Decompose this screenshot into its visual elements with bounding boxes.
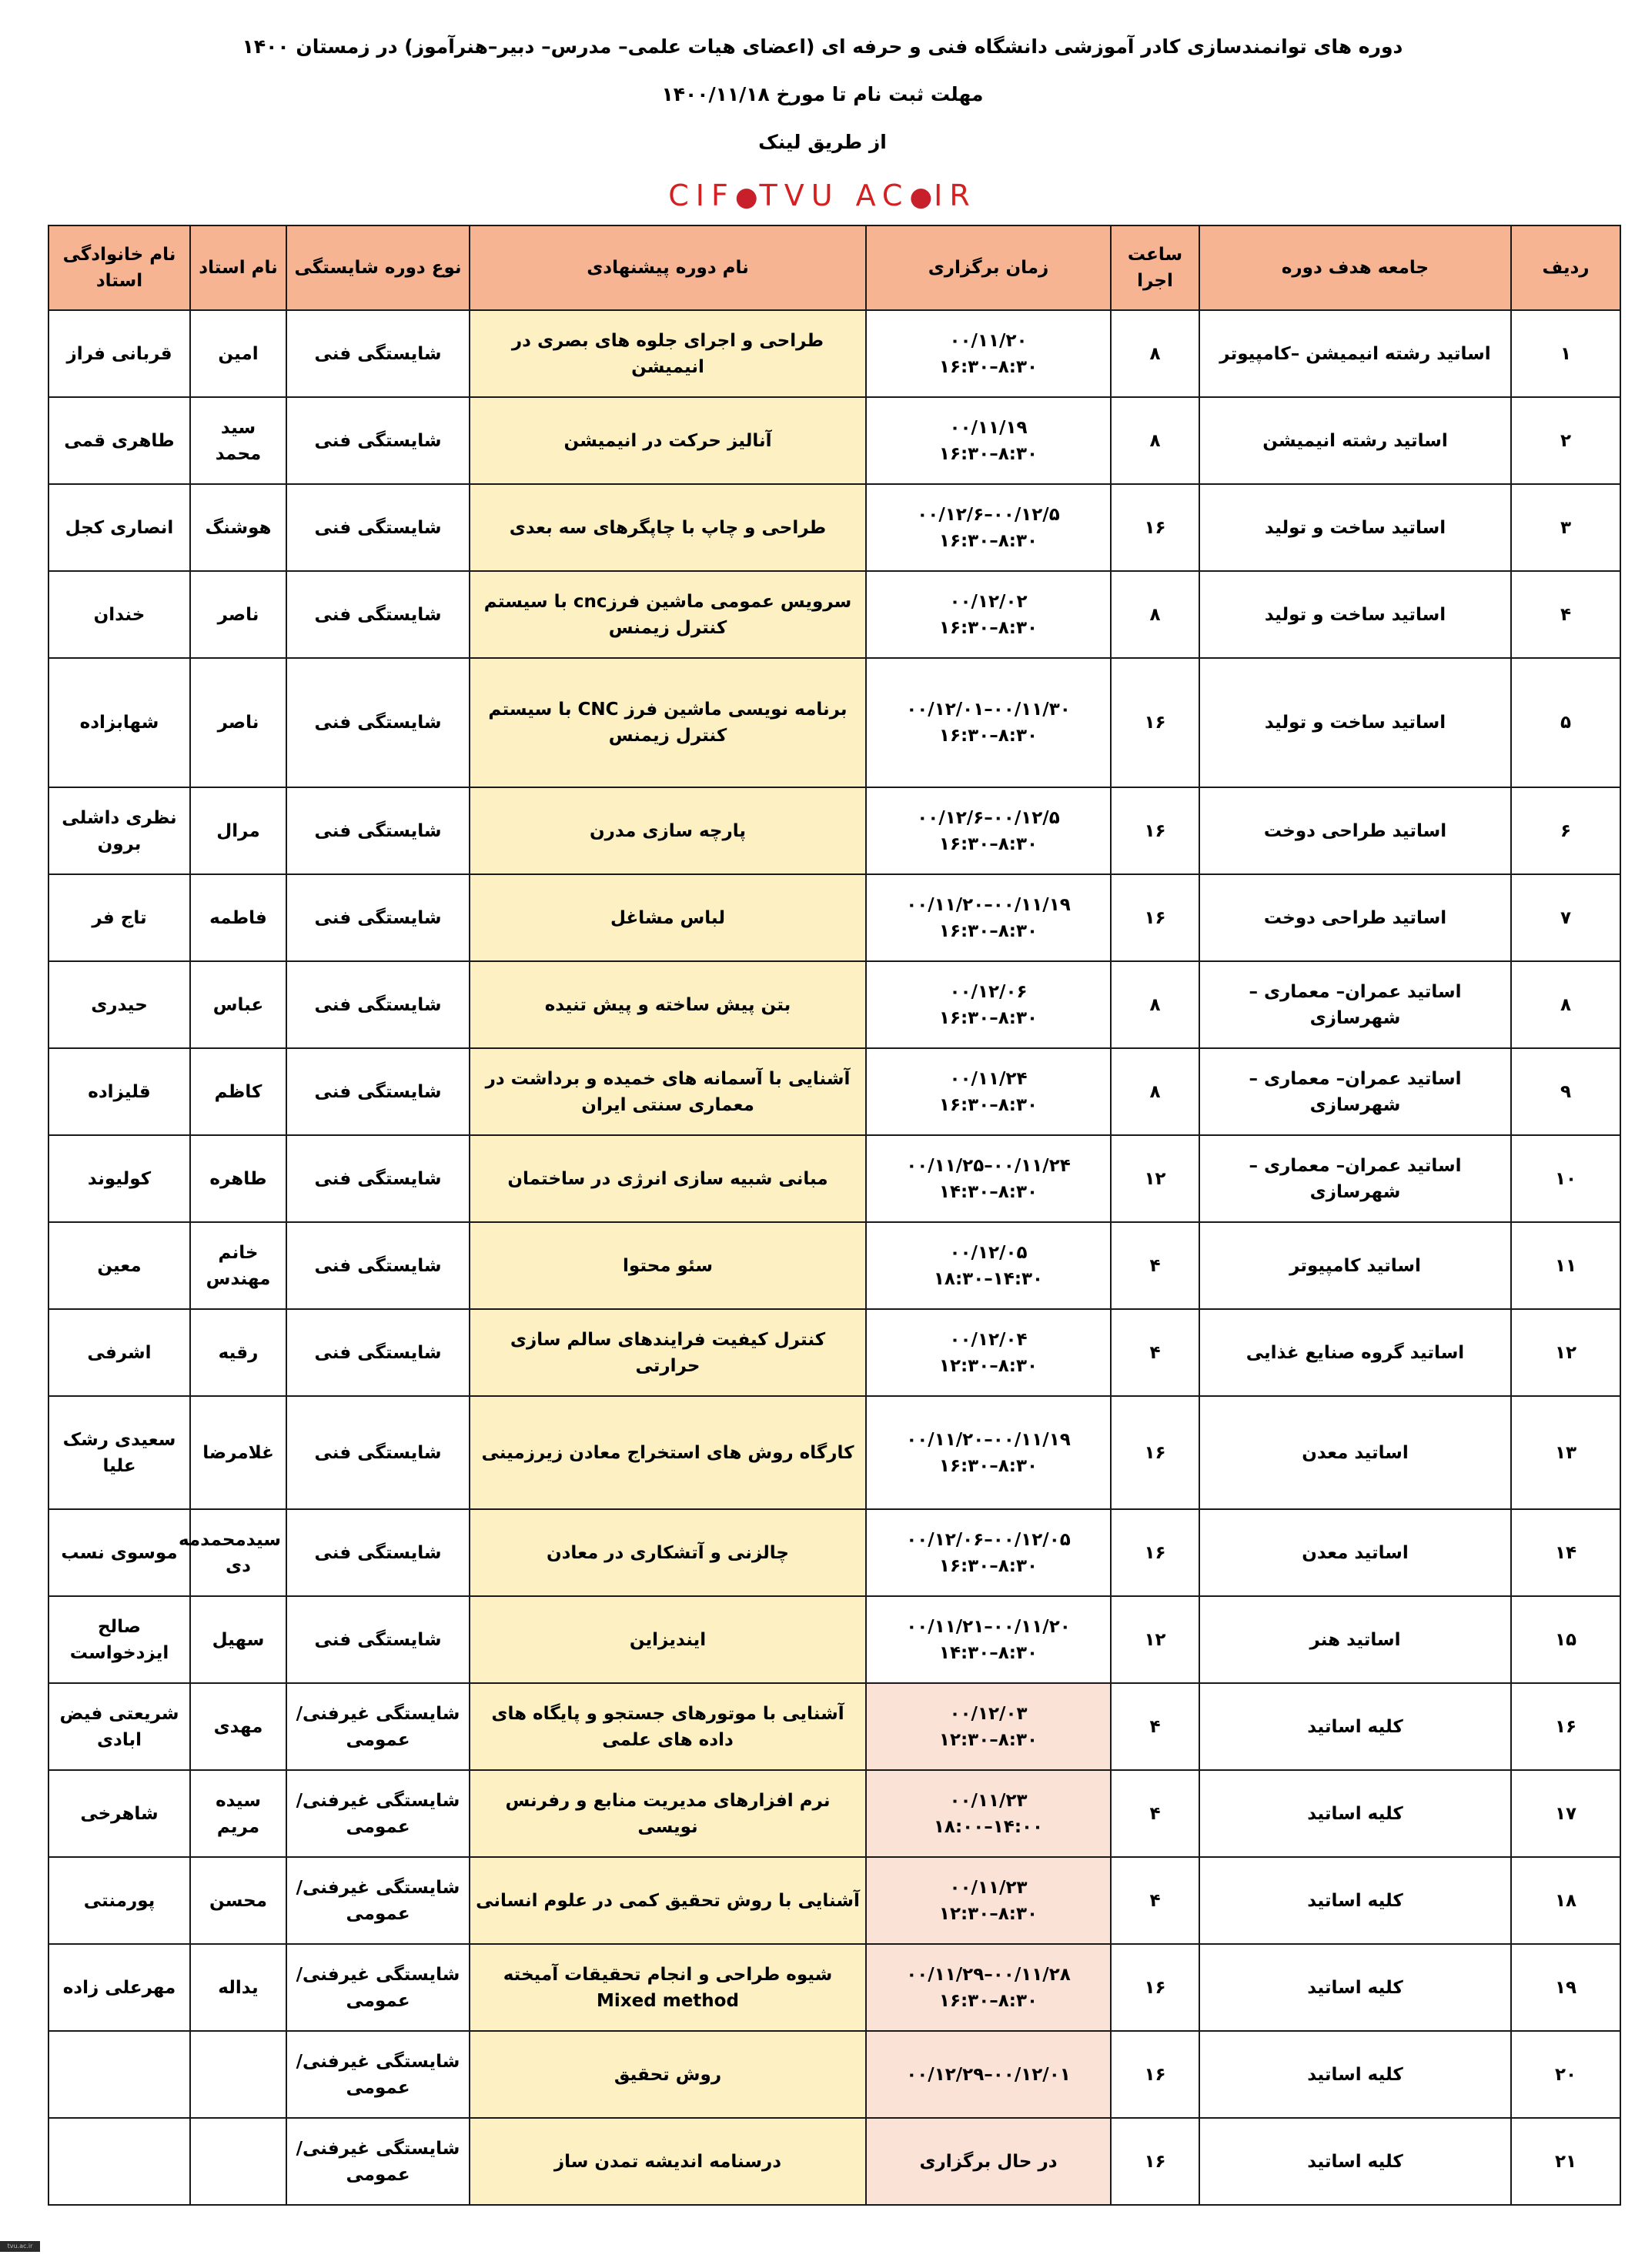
link-part: IR <box>934 179 977 212</box>
table-row <box>48 1683 1620 1770</box>
table-row <box>48 1048 1620 1135</box>
instructor-last-name: صالح ایزدخواست <box>48 1596 190 1683</box>
row-number: ۱۴ <box>1511 1509 1620 1596</box>
schedule-cell <box>866 484 1111 571</box>
course-hours: ۱۶ <box>1111 1944 1199 2031</box>
table-row <box>48 874 1620 961</box>
schedule-cell <box>866 397 1111 484</box>
instructor-first-name: مهدی <box>190 1683 286 1770</box>
schedule-cell <box>866 310 1111 397</box>
course-name: درسنامه اندیشه تمدن ساز <box>470 2118 866 2205</box>
course-hours: ۱۶ <box>1111 2031 1199 2118</box>
course-type: شایستگی فنی <box>286 1396 470 1509</box>
schedule-cell <box>866 1857 1111 1944</box>
course-type: شایستگی فنی <box>286 874 470 961</box>
header-course-type: نوع دوره شایستگی <box>286 225 470 310</box>
schedule-time: ۸:۳۰–۱۶:۳۰ <box>938 443 1038 464</box>
instructor-first-name: مرال <box>190 787 286 874</box>
row-number: ۸ <box>1511 961 1620 1048</box>
schedule-date: ۰۰/۱۲/۰۴ <box>949 1329 1028 1350</box>
instructor-last-name: قلیزاده <box>48 1048 190 1135</box>
target-audience: کلیه اساتید <box>1199 1944 1511 2031</box>
schedule-date: ۰۰/۱۱/۲۰ <box>949 330 1028 351</box>
schedule-cell <box>866 2118 1111 2205</box>
instructor-last-name: موسوی نسب <box>48 1509 190 1596</box>
schedule-cell <box>866 2031 1111 2118</box>
course-name: چالزنی و آتشکاری در معادن <box>470 1509 866 1596</box>
row-number: ۱۶ <box>1511 1683 1620 1770</box>
schedule-date: ۰۰/۱۱/۲۴–۰۰/۱۱/۲۵ <box>906 1155 1071 1176</box>
course-hours: ۱۶ <box>1111 2118 1199 2205</box>
table-row <box>48 1509 1620 1596</box>
course-type: شایستگی غیرفنی/عمومی <box>286 1683 470 1770</box>
course-name: کارگاه روش های استخراج معادن زیرزمینی <box>470 1396 866 1509</box>
table-row <box>48 658 1620 787</box>
page-title: دوره های توانمندسازی کادر آموزشی دانشگاه فنی و حرفه ای (اعضای هیات علمی– مدرس– دبیر–هنرآموز) در زمستان ۱۴۰۰ <box>242 35 1403 58</box>
instructor-first-name: ناصر <box>190 658 286 787</box>
target-audience: اساتید کامپیوتر <box>1199 1222 1511 1309</box>
course-type: شایستگی غیرفنی/عمومی <box>286 1944 470 2031</box>
instructor-last-name <box>48 2118 190 2205</box>
table-row <box>48 1309 1620 1396</box>
header-row-number: ردیف <box>1511 225 1620 310</box>
table-row <box>48 310 1620 397</box>
course-name: لباس مشاغل <box>470 874 866 961</box>
target-audience: اساتید طراحی دوخت <box>1199 874 1511 961</box>
target-audience: کلیه اساتید <box>1199 2118 1511 2205</box>
course-hours: ۱۶ <box>1111 484 1199 571</box>
schedule-cell <box>866 1944 1111 2031</box>
schedule-date: ۰۰/۱۱/۲۴ <box>949 1068 1028 1089</box>
instructor-first-name: خانم مهندس <box>190 1222 286 1309</box>
target-audience: کلیه اساتید <box>1199 2031 1511 2118</box>
instructor-last-name <box>48 2031 190 2118</box>
course-type: شایستگی فنی <box>286 310 470 397</box>
table-row <box>48 1396 1620 1509</box>
course-type: شایستگی فنی <box>286 1135 470 1222</box>
header-instructor-first: نام استاد <box>190 225 286 310</box>
target-audience: اساتید طراحی دوخت <box>1199 787 1511 874</box>
schedule-date: ۰۰/۱۱/۳۰–۰۰/۱۲/۰۱ <box>906 700 1071 720</box>
target-audience: اساتید هنر <box>1199 1596 1511 1683</box>
schedule-date: ۰۰/۱۲/۰۵ <box>949 1242 1028 1263</box>
schedule-date: ۰۰/۱۲/۰۶ <box>949 981 1028 1002</box>
target-audience: اساتید ساخت و تولید <box>1199 571 1511 658</box>
instructor-last-name: تاج فر <box>48 874 190 961</box>
target-audience: اساتید عمران– معماری – شهرسازی <box>1199 1048 1511 1135</box>
row-number: ۱۸ <box>1511 1857 1620 1944</box>
link-part: AC <box>855 179 910 212</box>
schedule-time: ۸:۳۰–۱۶:۳۰ <box>938 726 1038 746</box>
instructor-last-name: انصاری کجل <box>48 484 190 571</box>
schedule-cell <box>866 961 1111 1048</box>
row-number: ۶ <box>1511 787 1620 874</box>
course-hours: ۱۲ <box>1111 1596 1199 1683</box>
course-name: بتن پیش ساخته و پیش تنیده <box>470 961 866 1048</box>
table-body <box>48 310 1620 2205</box>
schedule-cell <box>866 1222 1111 1309</box>
instructor-first-name: رقیه <box>190 1309 286 1396</box>
target-audience: کلیه اساتید <box>1199 1857 1511 1944</box>
course-name: شیوه طراحی و انجام تحقیقات آمیخته Mixed method <box>470 1944 866 2031</box>
course-name: آشنایی با روش تحقیق کمی در علوم انسانی <box>470 1857 866 1944</box>
watermark-strip <box>0 2241 40 2252</box>
instructor-last-name: طاهری قمی <box>48 397 190 484</box>
schedule-time: ۸:۳۰–۱۶:۳۰ <box>938 1990 1038 2011</box>
schedule-cell <box>866 658 1111 787</box>
table-row <box>48 484 1620 571</box>
instructor-last-name: شهابزاده <box>48 658 190 787</box>
instructor-first-name: سهیل <box>190 1596 286 1683</box>
header-course-name: نام دوره پیشنهادی <box>470 225 866 310</box>
course-hours: ۴ <box>1111 1770 1199 1857</box>
instructor-first-name: عباس <box>190 961 286 1048</box>
instructor-last-name: پورمنتی <box>48 1857 190 1944</box>
course-type: شایستگی فنی <box>286 1596 470 1683</box>
schedule-time: ۸:۳۰–۱۶:۳۰ <box>938 1007 1038 1028</box>
course-type: شایستگی غیرفنی/عمومی <box>286 1857 470 1944</box>
row-number: ۱۰ <box>1511 1135 1620 1222</box>
header-time: زمان برگزاری <box>866 225 1111 310</box>
target-audience: اساتید رشته انیمیشن <box>1199 397 1511 484</box>
course-type: شایستگی فنی <box>286 1048 470 1135</box>
target-audience: اساتید ساخت و تولید <box>1199 484 1511 571</box>
table-row <box>48 397 1620 484</box>
table-row <box>48 571 1620 658</box>
course-name: ایندیزاین <box>470 1596 866 1683</box>
schedule-cell <box>866 1683 1111 1770</box>
watermark-text: tvu.ac.ir <box>7 2243 33 2250</box>
header-audience: جامعه هدف دوره <box>1199 225 1511 310</box>
course-hours: ۸ <box>1111 961 1199 1048</box>
target-audience: اساتید عمران– معماری – شهرسازی <box>1199 961 1511 1048</box>
row-number: ۲۱ <box>1511 2118 1620 2205</box>
course-name: سئو محتوا <box>470 1222 866 1309</box>
instructor-last-name: حیدری <box>48 961 190 1048</box>
course-name: سرویس عمومی ماشین فرزcnc با سیستم کنترل زیمنس <box>470 571 866 658</box>
instructor-first-name: سیده مریم <box>190 1770 286 1857</box>
instructor-first-name: طاهره <box>190 1135 286 1222</box>
instructor-last-name: قربانی فراز <box>48 310 190 397</box>
schedule-time: ۱۴:۳۰–۱۸:۳۰ <box>933 1268 1044 1289</box>
instructor-first-name: ناصر <box>190 571 286 658</box>
instructor-first-name: هوشنگ <box>190 484 286 571</box>
schedule-cell <box>866 874 1111 961</box>
schedule-date: ۰۰/۱۲/۵–۰۰/۱۲/۶ <box>917 504 1060 525</box>
row-number: ۱۹ <box>1511 1944 1620 2031</box>
instructor-last-name: معین <box>48 1222 190 1309</box>
course-name: روش تحقیق <box>470 2031 866 2118</box>
schedule-time: ۸:۳۰–۱۶:۳۰ <box>938 356 1038 377</box>
row-number: ۱۵ <box>1511 1596 1620 1683</box>
instructor-last-name: سعیدی رشک علیا <box>48 1396 190 1509</box>
link-part: CIF <box>668 179 735 212</box>
course-type: شایستگی فنی <box>286 397 470 484</box>
schedule-time: ۱۴:۰۰–۱۸:۰۰ <box>933 1816 1044 1837</box>
course-name: آشنایی با موتورهای جستجو و پایگاه های داده های علمی <box>470 1683 866 1770</box>
row-number: ۲ <box>1511 397 1620 484</box>
course-hours: ۴ <box>1111 1683 1199 1770</box>
instructor-first-name <box>190 2031 286 2118</box>
course-hours: ۴ <box>1111 1309 1199 1396</box>
instructor-last-name: شاهرخی <box>48 1770 190 1857</box>
course-type: شایستگی غیرفنی/عمومی <box>286 2118 470 2205</box>
instructor-first-name: یداله <box>190 1944 286 2031</box>
course-name: نرم افزارهای مدیریت منابع و رفرنس نویسی <box>470 1770 866 1857</box>
schedule-date: ۰۰/۱۲/۵–۰۰/۱۲/۶ <box>917 807 1060 828</box>
schedule-time: ۸:۳۰–۱۲:۳۰ <box>938 1729 1038 1750</box>
table-row <box>48 1857 1620 1944</box>
row-number: ۱ <box>1511 310 1620 397</box>
row-number: ۱۷ <box>1511 1770 1620 1857</box>
row-number: ۱۳ <box>1511 1396 1620 1509</box>
course-name: طراحی و چاپ با چاپگرهای سه بعدی <box>470 484 866 571</box>
row-number: ۲۰ <box>1511 2031 1620 2118</box>
course-name: مبانی شبیه سازی انرژی در ساختمان <box>470 1135 866 1222</box>
course-hours: ۴ <box>1111 1857 1199 1944</box>
header-hours: ساعت اجرا <box>1111 225 1199 310</box>
table-row <box>48 2118 1620 2205</box>
schedule-time: ۸:۳۰–۱۶:۳۰ <box>938 1555 1038 1576</box>
instructor-last-name: نظری داشلی برون <box>48 787 190 874</box>
registration-deadline: مهلت ثبت نام تا مورخ ۱۴۰۰/۱۱/۱۸ <box>661 83 984 105</box>
schedule-cell <box>866 1770 1111 1857</box>
row-number: ۵ <box>1511 658 1620 787</box>
schedule-time: ۸:۳۰–۱۲:۳۰ <box>938 1903 1038 1924</box>
table-row <box>48 1596 1620 1683</box>
schedule-date: ۰۰/۱۱/۱۹–۰۰/۱۱/۲۰ <box>906 894 1071 915</box>
schedule-cell <box>866 1135 1111 1222</box>
course-type: شایستگی فنی <box>286 1222 470 1309</box>
course-name: پارچه سازی مدرن <box>470 787 866 874</box>
registration-link[interactable]: CIF●TVU AC●IR <box>668 179 977 212</box>
course-hours: ۱۶ <box>1111 1396 1199 1509</box>
row-number: ۷ <box>1511 874 1620 961</box>
course-name: برنامه نویسی ماشین فرز CNC با سیستم کنترل زیمنس <box>470 658 866 787</box>
instructor-last-name: اشرفی <box>48 1309 190 1396</box>
row-number: ۹ <box>1511 1048 1620 1135</box>
target-audience: کلیه اساتید <box>1199 1770 1511 1857</box>
schedule-time: ۸:۳۰–۱۶:۳۰ <box>938 530 1038 551</box>
schedule-date: ۰۰/۱۱/۲۰–۰۰/۱۱/۲۱ <box>906 1616 1071 1637</box>
course-hours: ۸ <box>1111 310 1199 397</box>
schedule-date: ۰۰/۱۲/۰۵–۰۰/۱۲/۰۶ <box>906 1529 1071 1550</box>
target-audience: اساتید ساخت و تولید <box>1199 658 1511 787</box>
course-hours: ۸ <box>1111 571 1199 658</box>
instructor-last-name: کولیوند <box>48 1135 190 1222</box>
instructor-first-name <box>190 2118 286 2205</box>
instructor-first-name: فاطمه <box>190 874 286 961</box>
course-hours: ۱۶ <box>1111 1509 1199 1596</box>
schedule-cell <box>866 1509 1111 1596</box>
schedule-cell <box>866 1396 1111 1509</box>
instructor-last-name: مهرعلی زاده <box>48 1944 190 2031</box>
instructor-first-name: کاظم <box>190 1048 286 1135</box>
schedule-date: در حال برگزاری <box>919 2151 1058 2172</box>
instructor-last-name: خندان <box>48 571 190 658</box>
table-row <box>48 787 1620 874</box>
course-hours: ۴ <box>1111 1222 1199 1309</box>
course-name: آنالیز حرکت در انیمیشن <box>470 397 866 484</box>
table-row <box>48 1222 1620 1309</box>
target-audience: کلیه اساتید <box>1199 1683 1511 1770</box>
schedule-cell <box>866 571 1111 658</box>
schedule-cell <box>866 1309 1111 1396</box>
schedule-date: ۰۰/۱۲/۰۲ <box>949 591 1028 612</box>
course-type: شایستگی فنی <box>286 1309 470 1396</box>
schedule-cell <box>866 787 1111 874</box>
instructor-first-name: امین <box>190 310 286 397</box>
schedule-time: ۸:۳۰–۱۴:۳۰ <box>938 1181 1038 1202</box>
course-hours: ۸ <box>1111 397 1199 484</box>
table-row <box>48 961 1620 1048</box>
course-hours: ۱۲ <box>1111 1135 1199 1222</box>
schedule-time: ۸:۳۰–۱۶:۳۰ <box>938 920 1038 941</box>
schedule-time: ۸:۳۰–۱۴:۳۰ <box>938 1642 1038 1663</box>
schedule-date: ۰۰/۱۲/۰۱–۰۰/۱۲/۲۹ <box>906 2064 1071 2085</box>
row-number: ۳ <box>1511 484 1620 571</box>
instructor-first-name: سید محمد <box>190 397 286 484</box>
schedule-cell <box>866 1596 1111 1683</box>
table-row <box>48 2031 1620 2118</box>
course-hours: ۱۶ <box>1111 658 1199 787</box>
target-audience: اساتید معدن <box>1199 1509 1511 1596</box>
target-audience: اساتید رشته انیمیشن –کامپیوتر <box>1199 310 1511 397</box>
schedule-cell <box>866 1048 1111 1135</box>
courses-table <box>48 225 1621 2206</box>
course-name: طراحی و اجرای جلوه های بصری در انیمیشن <box>470 310 866 397</box>
row-number: ۱۲ <box>1511 1309 1620 1396</box>
target-audience: اساتید گروه صنایع غذایی <box>1199 1309 1511 1396</box>
link-part: TVU <box>759 179 840 212</box>
course-hours: ۱۶ <box>1111 787 1199 874</box>
schedule-time: ۸:۳۰–۱۲:۳۰ <box>938 1355 1038 1376</box>
schedule-date: ۰۰/۱۱/۱۹ <box>949 417 1028 438</box>
course-type: شایستگی فنی <box>286 658 470 787</box>
schedule-time: ۸:۳۰–۱۶:۳۰ <box>938 1094 1038 1115</box>
table-row <box>48 1770 1620 1857</box>
instructor-first-name: غلامرضا <box>190 1396 286 1509</box>
course-name: آشنایی با آسمانه های خمیده و برداشت در معماری سنتی ایران <box>470 1048 866 1135</box>
instructor-first-name: سیدمحمدمه دی <box>190 1509 286 1596</box>
course-type: شایستگی فنی <box>286 571 470 658</box>
course-type: شایستگی فنی <box>286 1509 470 1596</box>
schedule-date: ۰۰/۱۱/۲۳ <box>949 1877 1028 1898</box>
table-row <box>48 1135 1620 1222</box>
link-caption: از طریق لینک <box>758 131 887 153</box>
table-header-row <box>48 225 1620 310</box>
schedule-date: ۰۰/۱۱/۲۸–۰۰/۱۱/۲۹ <box>906 1964 1071 1985</box>
course-type: شایستگی فنی <box>286 961 470 1048</box>
row-number: ۱۱ <box>1511 1222 1620 1309</box>
instructor-first-name: محسن <box>190 1857 286 1944</box>
schedule-date: ۰۰/۱۲/۰۳ <box>949 1703 1028 1724</box>
course-hours: ۱۶ <box>1111 874 1199 961</box>
course-type: شایستگی غیرفنی/عمومی <box>286 1770 470 1857</box>
instructor-last-name: شریعتی فیض ابادی <box>48 1683 190 1770</box>
course-type: شایستگی فنی <box>286 484 470 571</box>
schedule-time: ۸:۳۰–۱۶:۳۰ <box>938 833 1038 854</box>
course-type: شایستگی فنی <box>286 787 470 874</box>
schedule-time: ۸:۳۰–۱۶:۳۰ <box>938 617 1038 638</box>
table-row <box>48 1944 1620 2031</box>
schedule-date: ۰۰/۱۱/۱۹–۰۰/۱۱/۲۰ <box>906 1429 1071 1450</box>
row-number: ۴ <box>1511 571 1620 658</box>
schedule-time: ۸:۳۰–۱۶:۳۰ <box>938 1455 1038 1476</box>
course-hours: ۸ <box>1111 1048 1199 1135</box>
target-audience: اساتید عمران– معماری – شهرسازی <box>1199 1135 1511 1222</box>
header-instructor-last: نام خانوادگی استاد <box>48 225 190 310</box>
course-type: شایستگی غیرفنی/عمومی <box>286 2031 470 2118</box>
target-audience: اساتید معدن <box>1199 1396 1511 1509</box>
course-name: کنترل کیفیت فرایندهای سالم سازی حرارتی <box>470 1309 866 1396</box>
schedule-date: ۰۰/۱۱/۲۳ <box>949 1790 1028 1811</box>
